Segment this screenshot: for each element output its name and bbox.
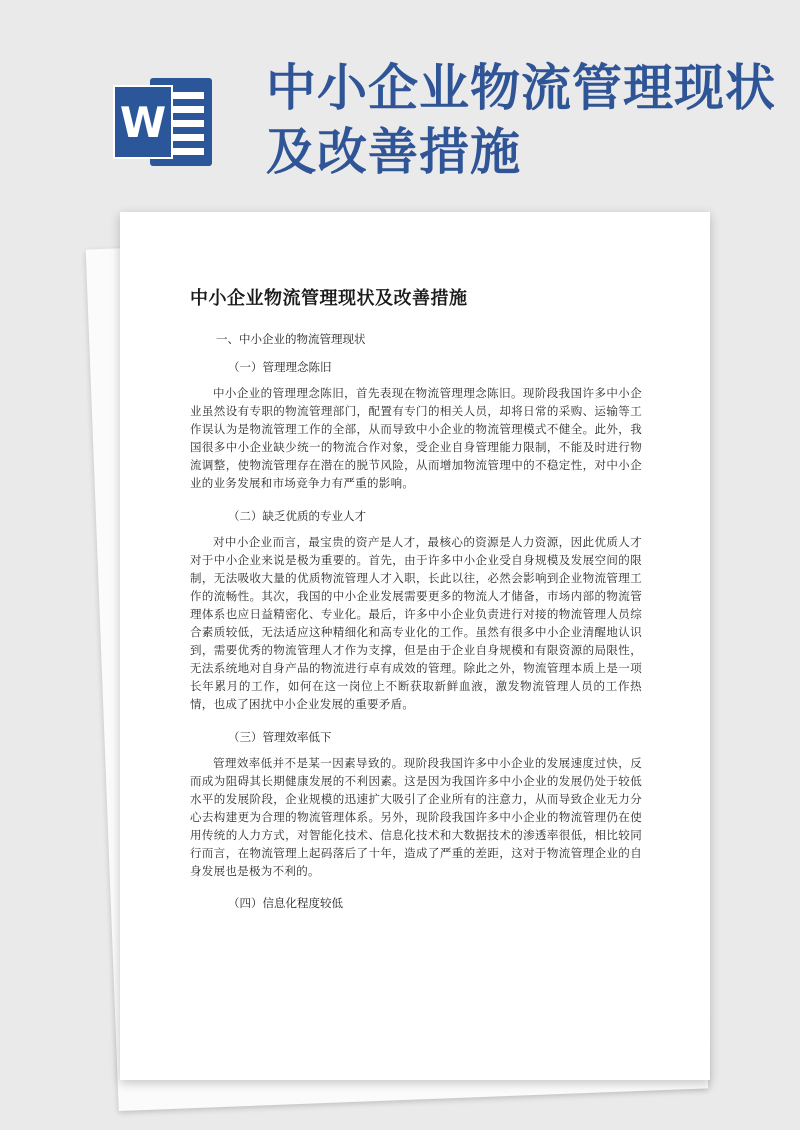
paragraph-2: 对中小企业而言，最宝贵的资产是人才，最核心的资源是人力资源，因此优质人才对于中小企业来说是极为重要的。首先，由于许多中小企业受自身规模及发展空间的限制，无法吸收大量的优质物流管理人才入职，长此以往，必然会影响到企业物流管理工作的流畅性。其次，我国的中小企业发展需要更多的物流人才储备，市场内部的物流管理体系也应日益精密化、专业化。最后，许多中小企业负责进行对接的物流管理人员综合素质较低，无法适应这种精细化和高专业化的工作。虽然有很多中小企业清醒地认识到，需要优秀的物流管理人才作为支撑，但是由于企业自身规模和有限资源的局限性，无法系统地对自身产品的物流进行卓有成效的管理。除此之外，物流管理本质上是一项长年累月的工作，如何在这一岗位上不断获取新鲜血液，激发物流管理人员的工作热情，也成了困扰中小企业发展的重要矛盾。: [190, 534, 642, 712]
logo-letter: W: [119, 98, 167, 147]
document-page: [120, 212, 710, 1080]
header: [0, 0, 800, 210]
banner-title: 中小企业物流管理现状及改善措施: [266, 59, 776, 181]
subsection-heading-3: （三）管理效率低下: [228, 729, 332, 744]
paragraph-1: 中小企业的管理理念陈旧，首先表现在物流管理理念陈旧。现阶段我国许多中小企业虽然设有专职的物流管理部门，配置有专门的相关人员，却将日常的采购、运输等工作误认为是物流管理工作的全部，从而导致中小企业的物流管理模式不健全。此外，我国很多中小企业缺少统一的物流合作对象，受企业自身管理能力限制，不能及时进行物流调整，使物流管理存在潜在的脱节风险，从而增加物流管理中的不稳定性，对中小企业的业务发展和市场竞争力有严重的影响。: [190, 386, 642, 491]
word-document-icon: [112, 72, 216, 172]
subsection-heading-2: （二）缺乏优质的专业人才: [228, 508, 366, 523]
paragraph-3: 管理效率低并不是某一因素导致的。现阶段我国许多中小企业的发展速度过快，反而成为阻碍其长期健康发展的不利因素。这是因为我国许多中小企业的发展仍处于较低水平的发展阶段，企业规模的迅速扩大吸引了企业所有的注意力，从而导致企业无力分心去构建更为合理的物流管理体系。另外，现阶段我国许多中小企业的物流管理仍在使用传统的人力方式，对智能化技术、信息化技术和大数据技术的渗透率很低，相比较同行而言，在物流管理上起码落后了十年，造成了严重的差距，这对于物流管理企业的自身发展也是极为不利的。: [190, 755, 642, 879]
section-heading-1: 一、中小企业的物流管理现状: [216, 332, 366, 346]
document-title: 中小企业物流管理现状及改善措施: [190, 288, 468, 309]
subsection-heading-4: （四）信息化程度较低: [228, 896, 343, 911]
subsection-heading-1: （一）管理理念陈旧: [228, 360, 332, 374]
document-body: [190, 330, 642, 920]
